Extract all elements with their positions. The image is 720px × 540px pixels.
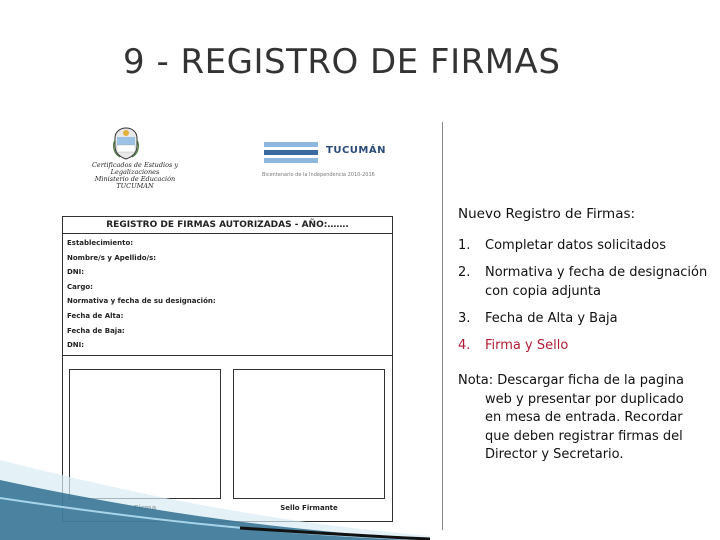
certificate-caption-line: TUCUMAN <box>116 182 154 190</box>
slide-title: 9 - REGISTRO DE FIRMAS <box>123 42 561 82</box>
list-item-number: 4. <box>458 338 471 353</box>
list-item-number: 3. <box>458 311 471 326</box>
list-item-highlighted <box>458 336 708 355</box>
list-item-text: Firma y Sello <box>485 338 569 353</box>
provincial-crest-icon <box>112 126 140 160</box>
stamp-label: Sello Firmante <box>280 504 338 512</box>
certificate-caption-line: Legalizaciones <box>110 168 160 176</box>
form-field-nombre: Nombre/s y Apellido/s: <box>67 253 157 262</box>
list-item-text: Completar datos solicitados <box>485 238 667 253</box>
form-field-cargo: Cargo: <box>67 282 93 291</box>
form-field-establecimiento: Establecimiento: <box>67 239 134 247</box>
certificate-caption <box>80 162 190 190</box>
list-item <box>458 236 708 255</box>
panel-heading: Nuevo Registro de Firmas: <box>458 206 636 222</box>
tucuman-logo-word: TUCUMÁN <box>326 145 386 156</box>
list-item-number: 1. <box>458 238 471 253</box>
form-field-fecha-alta: Fecha de Alta: <box>67 311 124 320</box>
certificate-caption-line: Certificados de Estudios y <box>91 161 179 169</box>
decorative-swoosh-icon <box>0 440 430 540</box>
form-divider <box>63 355 392 356</box>
form-field-normativa: Normativa y fecha de su designación: <box>67 297 216 306</box>
column-divider <box>442 122 443 530</box>
tucuman-logo-subtitle: Bicentenario de la Independencia 2010-2016 <box>262 172 375 178</box>
list-item <box>458 309 708 328</box>
note-text: Nota: Descargar ficha de la pagina web y presentar por duplicado en mesa de entrada. Recordar que deben registrar firmas del Director y Secretario. <box>458 373 685 462</box>
list-item-text: Fecha de Alta y Baja <box>485 311 618 326</box>
form-fields <box>63 234 392 355</box>
form-header: REGISTRO DE FIRMAS AUTORIZADAS - AÑO:……. <box>63 217 392 234</box>
form-field-fecha-baja: Fecha de Baja: <box>67 326 125 335</box>
tucuman-flag-logo-icon <box>262 140 322 164</box>
certificate-caption-line: Ministerio de Educación <box>94 175 176 183</box>
list-item-text: Normativa y fecha de designación con copia adjunta <box>485 265 708 299</box>
list-item-number: 2. <box>458 265 471 280</box>
form-field-dni-2: DNI: <box>67 341 85 350</box>
form-field-dni: DNI: <box>67 268 85 277</box>
instructions-list <box>458 236 708 363</box>
list-item <box>458 263 708 301</box>
